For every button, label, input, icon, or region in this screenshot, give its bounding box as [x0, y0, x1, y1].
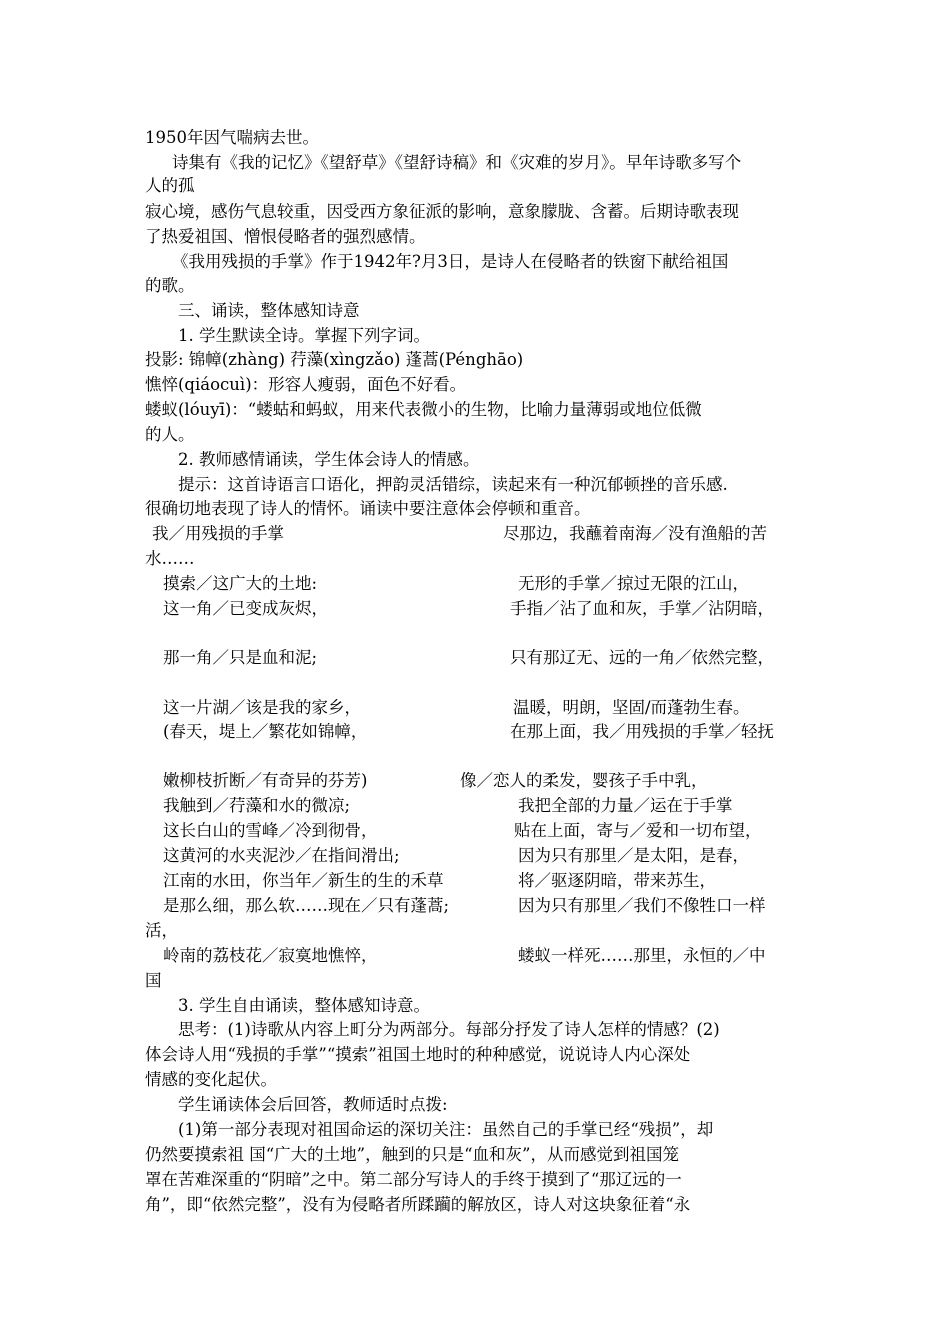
- poem-line-left: 岭南的荔枝花／寂寞地憔悴，: [163, 946, 378, 965]
- paragraph-line: 的歌。: [145, 276, 195, 295]
- poem-line-right: 像／恋人的柔发，婴孩子手中乳，: [460, 771, 708, 790]
- poem-line-left: (春天，堤上／繁花如锦幛，: [163, 722, 368, 741]
- step-heading: 2. 教师感情诵读，学生体会诗人的情感。: [178, 450, 480, 469]
- paragraph-line: 《我用残损的手掌》作于1942年?月3日，是诗人在侵略者的铁窗下献给祖国: [172, 252, 729, 271]
- poem-line-right: 在那上面，我／用残损的手掌／轻抚: [510, 722, 774, 741]
- poem-line-right: 我把全部的力量／运在于手掌: [518, 796, 733, 815]
- paragraph-line: 寂心境，感伤气息较重，因受西方象征派的影响，意象朦胧、含蓄。后期诗歌表现: [145, 202, 739, 221]
- question-line: 体会诗人用“残损的手掌”“摸索”祖国土地时的种种感觉，说说诗人内心深处: [145, 1045, 691, 1064]
- poem-line-left: 这一角／已变成灰烬，: [163, 599, 328, 618]
- paragraph-line: 人的孤: [145, 176, 195, 195]
- poem-line-right: 手指／沾了血和灰，手掌／沾阴暗，: [510, 599, 774, 618]
- vocab-line: 蝼蚁(lóuyī)：“蝼蛄和蚂蚁，用来代表微小的生物，比喻力量薄弱或地位低微: [145, 400, 702, 419]
- poem-line-left: 我／用残损的手掌: [152, 524, 284, 543]
- poem-line-left: 这一片湖／该是我的家乡，: [163, 698, 361, 717]
- poem-line-left: 我触到／荇藻和水的微凉;: [163, 796, 351, 815]
- paragraph-line: 很确切地表现了诗人的情怀。诵读中要注意体会停顿和重音。: [145, 499, 591, 518]
- poem-line-right: 将／驱逐阴暗，带来苏生，: [518, 871, 716, 890]
- vocab-line: 投影: 锦幛(zhàng) 荇藻(xìngzǎo) 蓬蒿(Pénghāo): [145, 350, 524, 369]
- poem-line-right: 尽那边，我蘸着南海／没有渔船的苦: [503, 524, 767, 543]
- poem-line-right: 蝼蚁一样死……那里，永恒的／中: [518, 946, 766, 965]
- question-line: 思考：(1)诗歌从内容上町分为两部分。每部分抒发了诗人怎样的情感？(2): [178, 1020, 720, 1039]
- poem-line-left: 这黄河的水夹泥沙／在指间滑出;: [163, 846, 400, 865]
- paragraph-line: 提示：这首诗语言口语化，押韵灵活错综，读起来有一种沉郁顿挫的音乐感.: [178, 475, 728, 494]
- poem-line-right: 贴在上面，寄与／爱和一切布望，: [514, 821, 762, 840]
- question-line: 情感的变化起伏。: [145, 1070, 277, 1089]
- poem-line-left: 那一角／只是血和泥;: [163, 648, 318, 667]
- poem-line-left: 摸索／这广大的土地:: [163, 574, 318, 593]
- answer-line: 罩在苦难深重的“阴暗”之中。第二部分写诗人的手终于摸到了“那辽远的一: [145, 1170, 682, 1189]
- vocab-line: 的人。: [145, 425, 195, 444]
- paragraph-line: 1950年因气喘病去世。: [145, 128, 319, 147]
- vocab-line: 憔悴(qiáocuì)：形容人瘦弱，面色不好看。: [145, 375, 467, 394]
- section-heading: 三、诵读，整体感知诗意: [178, 301, 360, 320]
- poem-line-right: 因为只有那里／是太阳，是春，: [518, 846, 749, 865]
- poem-line-left: 是那么细，那么软……现在／只有蓬蒿;: [163, 896, 450, 915]
- poem-line-continued: 水……: [145, 549, 195, 568]
- poem-line-right: 无形的手掌／掠过无限的江山，: [518, 574, 749, 593]
- poem-line-left: 江南的水田，你当年／新生的生的禾草: [163, 871, 444, 890]
- step-heading: 3. 学生自由诵读，整体感知诗意。: [178, 996, 430, 1015]
- poem-line-right: 温暖，明朗，坚固/而蓬勃生春。: [513, 698, 750, 717]
- answer-line: 仍然要摸索祖 国“广大的土地”，触到的只是“血和灰”，从而感觉到祖国笼: [145, 1145, 679, 1164]
- paragraph-line: 诗集有《我的记忆》《望舒草》《望舒诗稿》和《灾难的岁月》。早年诗歌多写个: [172, 153, 742, 172]
- paragraph-line: 学生诵读体会后回答，教师适时点拨:: [178, 1095, 448, 1114]
- answer-line: (1)第一部分表现对祖国命运的深切关注：虽然自己的手掌已经“残损”，却: [178, 1120, 714, 1139]
- poem-line-continued: 活，: [145, 921, 178, 940]
- poem-line-continued: 国: [145, 971, 162, 990]
- poem-line-right: 因为只有那里／我们不像牲口一样: [518, 896, 766, 915]
- answer-line: 角”，即“依然完整”，没有为侵略者所蹂躏的解放区，诗人对这块象征着“永: [145, 1195, 691, 1214]
- paragraph-line: 了热爱祖国、憎恨侵略者的强烈感情。: [145, 227, 426, 246]
- poem-line-left: 嫩柳枝折断／有奇异的芬芳): [163, 771, 368, 790]
- step-heading: 1. 学生默读全诗。掌握下列字词。: [178, 326, 430, 345]
- poem-line-right: 只有那辽无、远的一角／依然完整，: [510, 648, 774, 667]
- poem-line-left: 这长白山的雪峰／冷到彻骨，: [163, 821, 378, 840]
